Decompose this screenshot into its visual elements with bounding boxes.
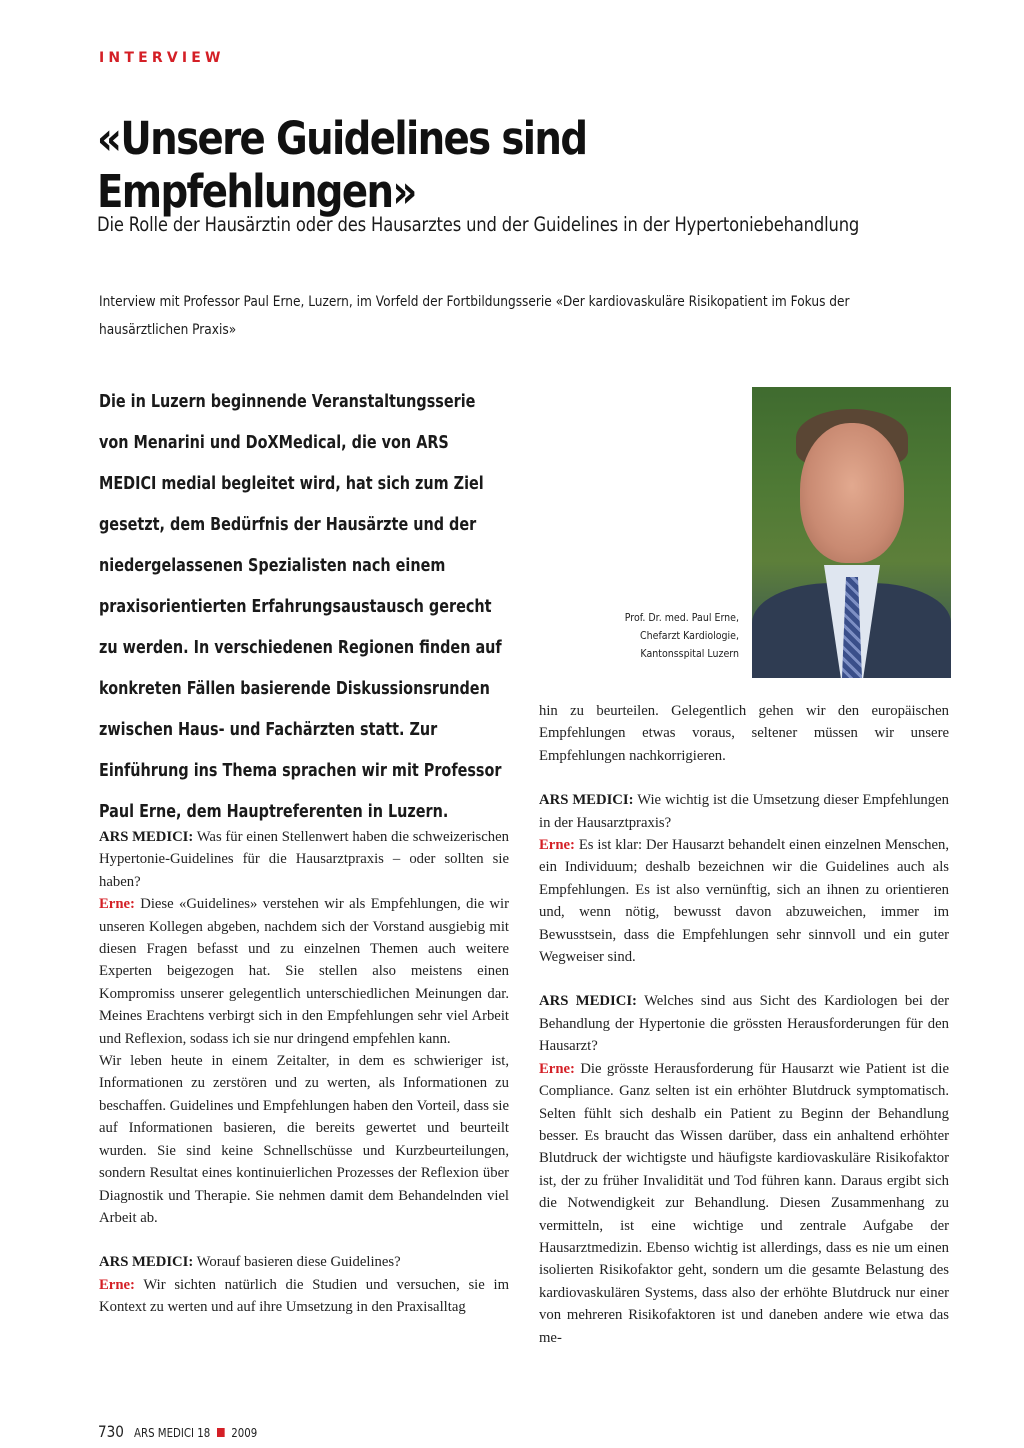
- question-text: Wie wichtig ist die Umsetzung dieser Empfehlungen in der Hausarztpraxis?: [539, 792, 949, 831]
- page-number: 730: [98, 1422, 124, 1441]
- journal-year: 2009: [231, 1426, 258, 1440]
- caption-line: Chefarzt Kardiologie,: [640, 629, 739, 642]
- interviewer-label: ARS MEDICI:: [539, 993, 637, 1010]
- answer-text: Wir sichten natürlich die Studien und versuchen, sie im Kontext zu werten und auf ihre Umsetzung in den Praxisalltag: [99, 1276, 509, 1316]
- answer-4: [539, 1058, 949, 1349]
- interviewer-label: ARS MEDICI:: [99, 829, 194, 845]
- interviewee-label: Erne:: [539, 1060, 575, 1077]
- red-square-icon: [217, 1428, 225, 1437]
- journal-name: ARS MEDICI 18: [134, 1426, 211, 1440]
- article-subtitle: Die Rolle der Hausärztin oder des Hausarztes und der Guidelines in der Hypertoniebehandlung: [97, 213, 860, 236]
- answer-1-continued: Wir leben heute in einem Zeitalter, in dem es schwieriger ist, Informationen zu zerstören und zu werten, als Informationen zu beschaffen. Guidelines und Empfehlungen haben den Vorteil, dass sie auf Informationen basieren, die bereits gewertet und beurteilt wurden. Sie sind keine Schnellschüsse und Kurzbeurteilungen, sondern Resultat eines kontinuierlichen Prozesses der Reflexion über Diagnostik und Therapie. Sie nehmen damit dem Behandelnden viel Arbeit ab.: [99, 1053, 509, 1226]
- article-intro: Interview mit Professor Paul Erne, Luzern, im Vorfeld der Fortbildungsserie «Der kardiovaskuläre Risikopatient im Fokus der hausärztlichen Praxis»: [99, 294, 850, 338]
- question-4: [539, 990, 949, 1057]
- question-2: [99, 1251, 509, 1273]
- caption-line: Kantonsspital Luzern: [640, 647, 739, 660]
- lead-paragraph: Die in Luzern beginnende Veranstaltungsserie von Menarini und DoXMedical, die von ARS MEDICI medial begleitet wird, hat sich zum Ziel gesetzt, dem Bedürfnis der Hausärzte und der niedergelassenen Spezialisten nach einem praxisorientierten Erfahrungsaustausch gerecht zu werden. In verschiedenen Regionen finden auf konkreten Fällen basierende Diskussionsrunden zwischen Haus- und Fachärzten statt. Zur Einführung ins Thema sprachen wir mit Professor Paul Erne, dem Hauptreferenten in Luzern.: [99, 391, 502, 822]
- interviewee-label: Erne:: [99, 896, 135, 913]
- answer-text: Diese «Guidelines» verstehen wir als Empfehlungen, die wir unseren Kollegen abgeben, nachdem sich der Vorstand ausgiebig mit diesen Fragen befasst und zu einzelnen Themen auch weitere Experten beigezogen hat. Sie stellen also meistens einen Kompromiss unserer gelegentlich unterschiedlichen Meinungen dar. Meines Erachtens verbirgt sich in den Empfehlungen sehr viel Arbeit und Reflexion, sodass ich sie nur dringend empfehlen kann.: [99, 896, 509, 1047]
- answer-3: [539, 834, 949, 968]
- right-column: [539, 700, 949, 1349]
- question-text: Was für einen Stellenwert haben die schweizerischen Hypertonie-Guidelines für die Hausarztpraxis – oder sollten sie haben?: [99, 829, 509, 890]
- section-tag: INTERVIEW: [99, 50, 225, 66]
- interviewer-label: ARS MEDICI:: [99, 1254, 194, 1271]
- answer-1: [99, 893, 509, 1050]
- question-text: Worauf basieren diese Guidelines?: [196, 1254, 401, 1271]
- answer-2-continued: hin zu beurteilen. Gelegentlich gehen wir den europäischen Empfehlungen etwas voraus, seltener müssen wir unsere Empfehlungen nachkorrigieren.: [539, 703, 949, 764]
- answer-2: [99, 1274, 509, 1319]
- interviewee-label: Erne:: [99, 1276, 135, 1293]
- article-title: «Unsere Guidelines sind Empfehlungen»: [97, 112, 587, 218]
- page-footer: [98, 1422, 257, 1441]
- portrait-photo: [752, 387, 951, 678]
- interviewer-label: ARS MEDICI:: [539, 792, 634, 809]
- question-1: [99, 826, 509, 893]
- caption-line: Prof. Dr. med. Paul Erne,: [624, 611, 739, 624]
- question-text: Welches sind aus Sicht des Kardiologen bei der Behandlung der Hypertonie die grössten Herausforderungen für den Hausarzt?: [539, 993, 949, 1055]
- interviewee-label: Erne:: [539, 837, 575, 854]
- answer-text: Es ist klar: Der Hausarzt behandelt einen einzelnen Menschen, ein Individuum; deshalb bezeichnen wir die Guidelines auch als Empfehlungen. Es ist also vernünftig, sich an ihnen zu orientieren und, wenn nötig, bewusst davon abzuweichen, immer im Bewusstsein, dass die Empfehlungen sehr sinnvoll und ein guter Wegweiser sind.: [539, 837, 950, 966]
- left-column: [99, 826, 509, 1319]
- photo-caption: [602, 609, 739, 663]
- answer-text: Die grösste Herausforderung für Hausarzt wie Patient ist die Compliance. Ganz selten ist ein erhöhter Blutdruck symptomatisch. Selten fühlt sich deshalb ein Patient zu Beginn der Behandlung besser. Es braucht das Wissen darüber, dass ein anhaltend erhöhter Blutdruck der wichtigste und häufigste kardiovaskuläre Risikofaktor ist, der zu früher Invalidität und Tod führen kann. Daraus ergibt sich die Notwendigkeit zur Behandlung. Diesen Zusammenhang zu vermitteln, ist eine wichtige und zentrale Aufgabe der Hausarztmedizin. Ebenso wichtig ist allerdings, dass es nie um einen isolierten Risikofaktor geht, sondern um die gesamte Belastung des kardiovaskulären Systems, dass also der erhöhte Blutdruck nur einer von mehreren Risikofaktoren ist und daneben andere wie etwa das me-: [539, 1060, 949, 1346]
- question-3: [539, 789, 949, 834]
